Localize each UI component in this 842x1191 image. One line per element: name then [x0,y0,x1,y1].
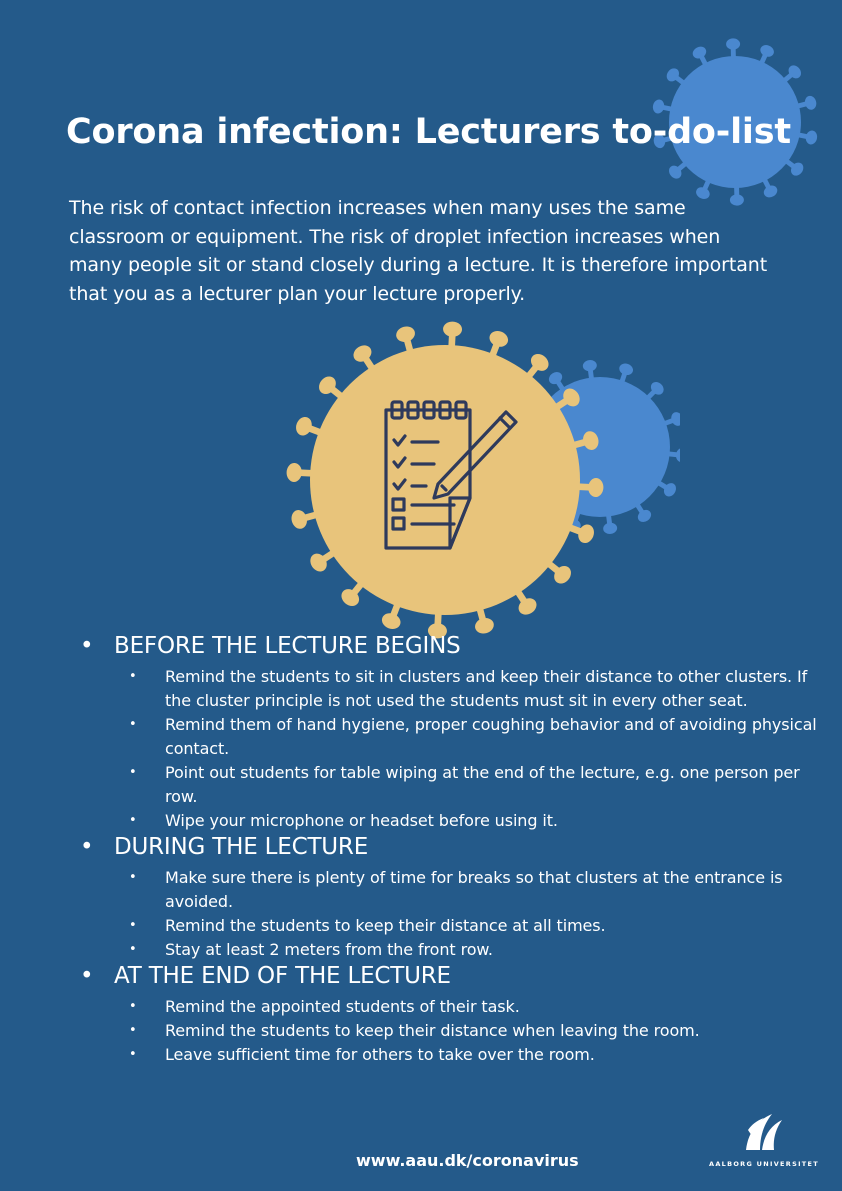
list-item-text: Make sure there is plenty of time for breaks so that clusters at the entrance is avoided. [165,868,783,911]
logo-mark-icon [742,1110,786,1156]
list-item-text: Remind the students to sit in clusters and keep their distance to other clusters. If the cluster principle is not used the students must sit in every other seat. [165,667,808,710]
bullet-marker: • [129,1047,137,1062]
section-items [80,665,830,833]
list-item [80,866,830,914]
section-heading [80,961,830,991]
checklist-pencil-icon [378,398,523,553]
list-item-text: Leave sufficient time for others to take over the room. [165,1045,595,1064]
section-heading-text: AT THE END OF THE LECTURE [114,963,451,989]
list-item-text: Remind the appointed students of their task. [165,997,520,1016]
list-item [80,1019,830,1043]
list-item [80,809,830,833]
list-item [80,995,830,1019]
bullet-marker: • [129,669,137,684]
page-title: Corona infection: Lecturers to-do-list [66,112,791,152]
list-item [80,938,830,962]
logo-text: AALBORG UNIVERSITET [708,1160,819,1168]
bullet-marker: • [80,963,94,989]
bullet-marker: • [80,633,94,659]
bullet-marker: • [129,1023,137,1038]
bullet-marker: • [129,870,137,885]
list-item-text: Point out students for table wiping at the end of the lecture, e.g. one person per row. [165,763,800,806]
list-item [80,665,830,713]
section-items [80,866,830,962]
section-items [80,995,830,1067]
section-before-lecture [80,631,830,833]
section-heading [80,832,830,862]
bullet-marker: • [129,813,137,828]
list-item [80,761,830,809]
list-item-text: Stay at least 2 meters from the front row. [165,940,493,959]
bullet-marker: • [129,999,137,1014]
list-item [80,713,830,761]
bullet-marker: • [129,942,137,957]
bullet-marker: • [80,834,94,860]
list-item [80,914,830,938]
aalborg-university-logo [706,1110,822,1170]
section-end-of-lecture [80,961,830,1067]
section-during-lecture [80,832,830,962]
list-item-text: Remind the students to keep their distance when leaving the room. [165,1021,700,1040]
bullet-marker: • [129,765,137,780]
intro-paragraph: The risk of contact infection increases when many uses the same classroom or equipment. The risk of droplet infection increases when many people sit or stand closely during a lecture. It is therefore important that you as a lecturer plan your lecture properly. [69,197,768,305]
section-heading-text: BEFORE THE LECTURE BEGINS [114,633,461,659]
list-item-text: Remind them of hand hygiene, proper coughing behavior and of avoiding physical contact. [165,715,817,758]
footer-url-link[interactable]: www.aau.dk/coronavirus [356,1151,579,1170]
section-heading-text: DURING THE LECTURE [114,834,369,860]
bullet-marker: • [129,717,137,732]
section-heading [80,631,830,661]
list-item [80,1043,830,1067]
list-item-text: Wipe your microphone or headset before using it. [165,811,558,830]
list-item-text: Remind the students to keep their distance at all times. [165,916,606,935]
bullet-marker: • [129,918,137,933]
